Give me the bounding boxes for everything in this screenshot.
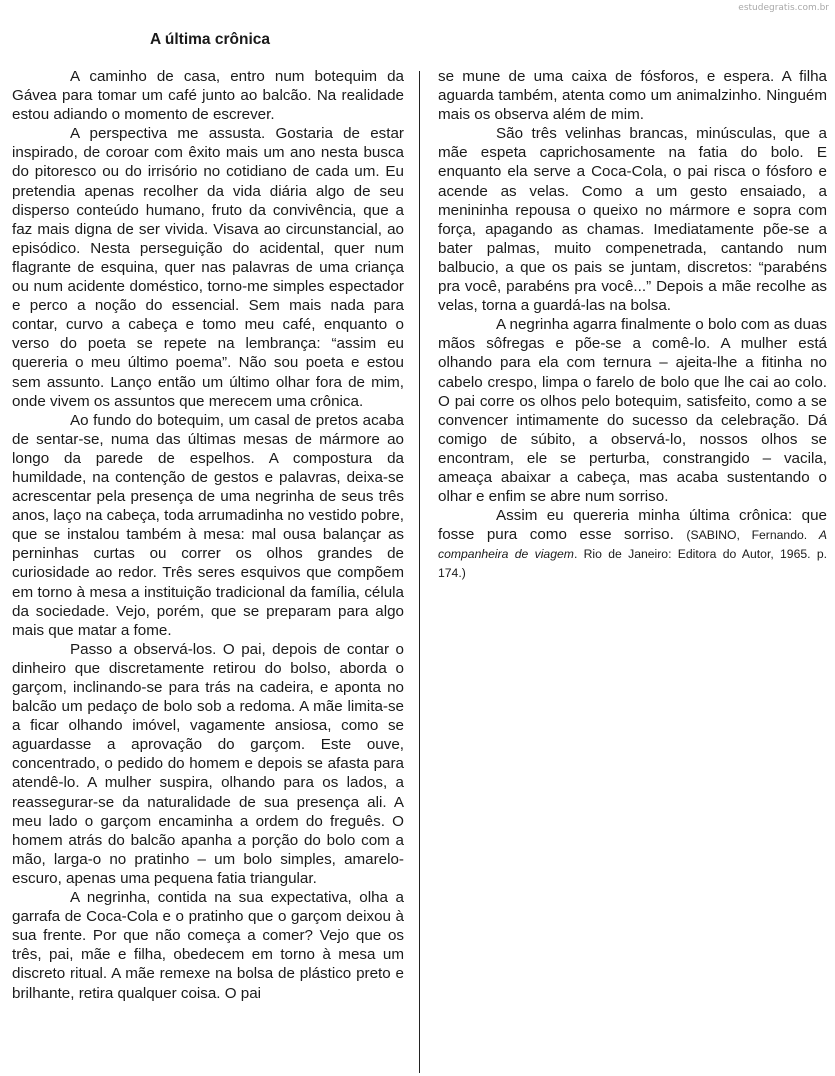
watermark: estudegratis.com.br	[738, 3, 829, 13]
paragraph-final	[438, 506, 827, 582]
left-column	[12, 67, 404, 1003]
citation-publisher: . Rio de Janeiro: Editora do Autor, 1965. p. 174.)	[438, 547, 828, 581]
paragraph: A perspectiva me assusta. Gostaria de estar inspirado, de coroar com êxito mais um ano nesta busca do pitoresco ou do irrisório no cotidiano de cada um. Eu pretendia apenas recolher da vida diária algo de seu disperso conteúdo humano, fruto da convivência, que a faz mais digna de ser vivida. Visava ao circunstancial, ao episódico. Nesta perseguição do acidental, quer num flagrante de esquina, quer nas palavras de uma criança ou num acidente doméstico, torno-me simples espectador e perco a noção do essencial. Sem mais nada para contar, curvo a cabeça e tomo meu café, enquanto o verso do poeta se repete na lembrança: “assim eu quereria o meu último poema”. Não sou poeta e estou sem assunto. Lanço então um último olhar fora de mim, onde vivem os assuntos que merecem uma crônica.	[12, 125, 404, 410]
paragraph: A caminho de casa, entro num botequim da Gávea para tomar um café junto ao balcão. Na realidade estou adiando o momento de escrever.	[12, 68, 404, 124]
paragraph: A negrinha agarra finalmente o bolo com as duas mãos sôfregas e põe-se a comê-lo. A mulher está olhando para ela com ternura – ajeita-lhe a fitinha no cabelo crespo, limpa o farelo de bolo que lhe cai ao colo. O pai corre os olhos pelo botequim, satisfeito, como a se convencer intimamente do sucesso da celebração. Dá comigo de súbito, a observá-lo, nossos olhos se encontram, ele se perturba, constrangido – vacila, ameaça abaixar a cabeça, mas acaba sustentando o olhar e enfim se abre num sorriso.	[438, 316, 827, 506]
right-column	[438, 67, 827, 583]
paragraph: Ao fundo do botequim, um casal de pretos acaba de sentar-se, numa das últimas mesas de mármore ao longo da parede de espelhos. A compostura da humildade, na contenção de gestos e palavras, deixa-se acrescentar pela presença de uma negrinha de seus três anos, laço na cabeça, toda arrumadinha no vestido pobre, que se instalou também à mesa: mal ousa balançar as perninhas curtas ou correr os olhos grandes de curiosidade ao redor. Três seres esquivos que compõem em torno à mesa a instituição tradicional da família, célula da sociedade. Vejo, porém, que se preparam para algo mais que matar a fome.	[12, 411, 404, 639]
paragraph: São três velinhas brancas, minúsculas, que a mãe espeta caprichosamente na fatia do bolo. E enquanto ela serve a Coca-Cola, o pai risca o fósforo e acende as velas. Como a um gesto ensaiado, a menininha repousa o queixo no mármore e sopra com força, apagando as chamas. Imediatamente põe-se a bater palmas, muito compenetrada, cantando num balbucio, a que os pais se juntam, discretos: “parabéns pra você, parabéns pra você...” Depois a mãe recolhe as velas, torna a guardá-las na bolsa.	[438, 125, 827, 315]
column-divider	[419, 71, 420, 1073]
page-title: A última crônica	[149, 31, 270, 48]
citation-book-title: A companheira de viagem	[438, 528, 827, 562]
citation-author: (SABINO, Fernando.	[686, 528, 819, 543]
paragraph-continued: se mune de uma caixa de fósforos, e espera. A filha aguarda também, atenta como um animalzinho. Ninguém mais os observa além de mim.	[438, 68, 827, 124]
paragraph: Passo a observá-los. O pai, depois de contar o dinheiro que discretamente retirou do bolso, aborda o garçom, inclinando-se para trás na cadeira, e aponta no balcão um pedaço de bolo sob a redoma. A mãe limita-se a ficar olhando imóvel, vagamente ansiosa, como se aguardasse a aprovação do garçom. Este ouve, concentrado, o pedido do homem e depois se afasta para atendê-lo. A mulher suspira, olhando para os lados, a reassegurar-se da naturalidade de sua presença ali. A meu lado o garçom encaminha a ordem do freguês. O homem atrás do balcão apanha a porção do bolo com a mão, larga-o no pratinho – um bolo simples, amarelo-escuro, apenas uma pequena fatia triangular.	[12, 640, 404, 887]
paragraph: A negrinha, contida na sua expectativa, olha a garrafa de Coca-Cola e o pratinho que o garçom deixou à sua frente. Por que não começa a comer? Vejo que os três, pai, mãe e filha, obedecem em torno à mesa um discreto ritual. A mãe remexe na bolsa de plástico preto e brilhante, retira qualquer coisa. O pai	[12, 889, 404, 1002]
final-sentence: Assim eu quereria minha última crônica: que fosse pura como esse sorriso.	[438, 507, 827, 544]
